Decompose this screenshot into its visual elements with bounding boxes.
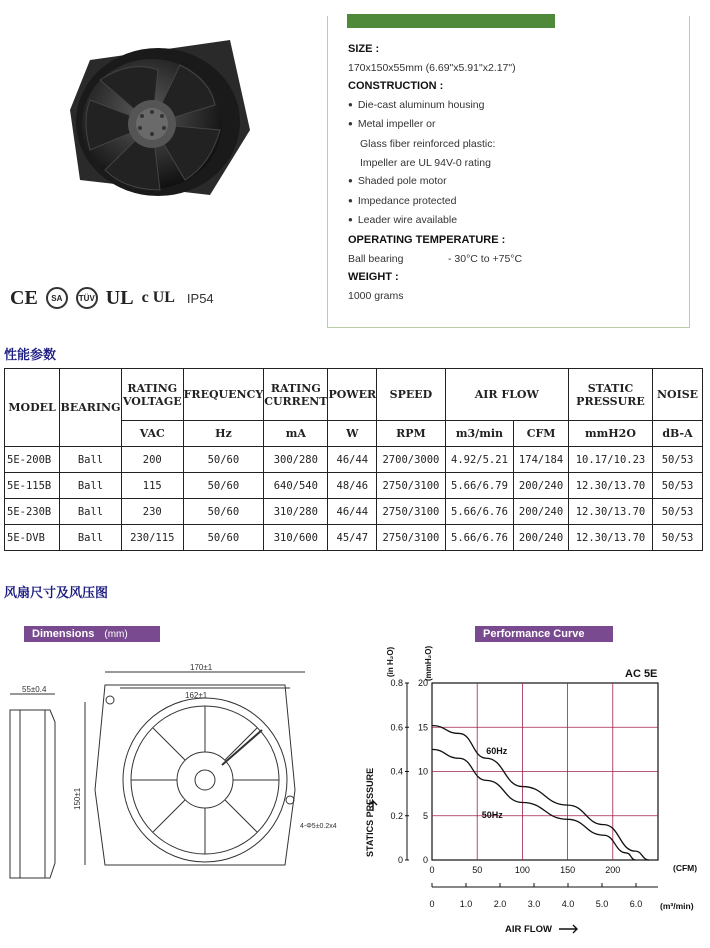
table-cell: 50/53: [653, 447, 703, 473]
unit-cell: mA: [264, 421, 328, 447]
th-power: POWER: [328, 369, 377, 421]
unit-cell: CFM: [514, 421, 569, 447]
dim-170: 170±1: [190, 663, 213, 672]
y-axis-title: STATICS PRESSURE: [365, 767, 375, 857]
unit-cell: Hz: [183, 421, 264, 447]
table-cell: 200/240: [514, 499, 569, 525]
th-text: RATING: [270, 381, 321, 395]
table-cell: 200/240: [514, 525, 569, 551]
x-tick-m3: 5.0: [595, 899, 609, 909]
x-tick-m3: 4.0: [561, 899, 575, 909]
curve-50hz: [432, 749, 635, 860]
y-tick-in: 0.4: [390, 766, 403, 777]
construction-item: Glass fiber reinforced plastic:: [360, 137, 496, 150]
table-cell: 48/46: [328, 473, 377, 499]
table-cell: 46/44: [328, 447, 377, 473]
th-speed: SPEED: [377, 369, 446, 421]
y-tick-mm: 0: [422, 855, 428, 865]
th-text: PRESSURE: [576, 394, 645, 408]
unit-cell: dB-A: [653, 421, 703, 447]
x-unit-m3: (m³/min): [660, 901, 694, 911]
x-tick-m3: 6.0: [629, 899, 643, 909]
temperature-range: - 30°C to +75°C: [448, 252, 523, 265]
table-cell: Ball: [60, 447, 122, 473]
table-cell: 50/60: [183, 473, 264, 499]
table-cell: 12.30/13.70: [568, 499, 652, 525]
dimensions-title-box: [24, 626, 160, 642]
y-tick-mm: 15: [417, 722, 428, 733]
construction-item: ● Shaded pole motor: [348, 172, 678, 192]
weight-label: WEIGHT :: [348, 271, 399, 284]
dim-162: 162±1: [185, 691, 208, 700]
th-text: CURRENT: [264, 394, 328, 408]
table-cell: 310/600: [264, 525, 328, 551]
chart-grid: [432, 683, 658, 860]
x-axis-title: AIR FLOW: [505, 924, 552, 935]
curves: [432, 725, 649, 860]
th-frequency: FREQUENCY: [183, 369, 264, 421]
table-cell: 5E-200B: [5, 447, 60, 473]
x-tick-m3: 3.0: [527, 899, 541, 909]
table-cell: 5E-DVB: [5, 525, 60, 551]
temperature-label: OPERATING TEMPERATURE :: [348, 233, 506, 246]
construction-label: CONSTRUCTION :: [348, 80, 444, 93]
temperature-bearing: Ball bearing: [348, 252, 404, 265]
table-cell: 50/53: [653, 499, 703, 525]
ce-mark: CE: [10, 286, 38, 309]
y-tick-in: 0.6: [390, 722, 403, 733]
csa-mark: SA: [46, 287, 68, 309]
table-cell: 45/47: [328, 525, 377, 551]
y-tick-in: 0: [397, 855, 403, 865]
table-cell: 2750/3100: [377, 499, 446, 525]
table-cell: Ball: [60, 473, 122, 499]
x-axis-arrow: [559, 925, 577, 933]
table-row: [5, 525, 703, 551]
table-cell: 174/184: [514, 447, 569, 473]
y-unit-mm: (mmH₂O): [424, 645, 433, 681]
params-table: [4, 368, 703, 551]
construction-item: ● Metal impeller or: [348, 115, 678, 135]
table-cell: 200/240: [514, 473, 569, 499]
table-cell: Ball: [60, 499, 122, 525]
spec-header-bar: [347, 14, 555, 28]
x-axis-labels: [429, 865, 658, 933]
table-cell: 200: [121, 447, 183, 473]
fan-photo: [60, 20, 260, 210]
performance-title: Performance Curve: [483, 628, 585, 640]
table-cell: 2700/3000: [377, 447, 446, 473]
dim-hole: 4-Φ5±0.2x4: [300, 823, 337, 830]
table-cell: 50/60: [183, 447, 264, 473]
unit-cell: RPM: [377, 421, 446, 447]
table-cell: 12.30/13.70: [568, 473, 652, 499]
y-tick-mm: 10: [417, 766, 428, 777]
th-text: VOLTAGE: [122, 394, 182, 408]
x-tick-cfm: 100: [514, 865, 530, 875]
table-cell: 115: [121, 473, 183, 499]
params-heading: 性能参数: [4, 348, 57, 363]
drawing-heading: 风扇尺寸及风压图: [4, 586, 109, 601]
unit-cell: VAC: [121, 421, 183, 447]
table-cell: 230: [121, 499, 183, 525]
th-rating-current: [264, 369, 328, 421]
x-tick-cfm: 0: [429, 865, 435, 875]
table-cell: 4.92/5.21: [445, 447, 514, 473]
dim-55: 55±0.4: [22, 685, 47, 694]
th-airflow: AIR FLOW: [445, 369, 568, 421]
table-cell: 5E-230B: [5, 499, 60, 525]
table-cell: 10.17/10.23: [568, 447, 652, 473]
y-axis-labels: [369, 678, 428, 865]
x-tick-cfm: 200: [605, 865, 621, 875]
table-row: [5, 499, 703, 525]
table-cell: 2750/3100: [377, 473, 446, 499]
table-cell: 2750/3100: [377, 525, 446, 551]
curve-60hz-label: 60Hz: [486, 746, 508, 757]
curve-50hz-label: 50Hz: [481, 809, 503, 820]
table-cell: 230/115: [121, 525, 183, 551]
th-static-pressure: [568, 369, 652, 421]
th-text: RATING: [127, 381, 178, 395]
x-unit-cfm: (CFM): [673, 863, 698, 873]
y-tick-mm: 20: [417, 678, 428, 688]
ul-mark: UL: [105, 286, 134, 309]
x-tick-cfm: 50: [472, 865, 483, 875]
curve-60hz: [432, 725, 649, 860]
ip-rating: IP54: [186, 290, 214, 306]
table-cell: 50/53: [653, 473, 703, 499]
table-cell: 5.66/6.76: [445, 525, 514, 551]
unit-cell: m3/min: [445, 421, 514, 447]
tuv-mark: TÜV: [76, 287, 98, 309]
table-cell: 5.66/6.76: [445, 499, 514, 525]
construction-item: ● Impedance protected: [348, 192, 678, 212]
x-tick-m3: 2.0: [493, 899, 507, 909]
construction-item: ● Die-cast aluminum housing: [348, 96, 678, 116]
y-tick-mm: 5: [422, 810, 428, 821]
th-model: MODEL: [5, 369, 60, 447]
size-label: SIZE :: [348, 43, 380, 55]
table-cell: 46/44: [328, 499, 377, 525]
chart-model: AC 5E: [625, 668, 658, 680]
weight-value: 1000 grams: [348, 289, 404, 302]
x-tick-m3: 0: [429, 899, 435, 909]
th-text: STATIC: [587, 381, 634, 395]
certification-logos: [10, 284, 290, 312]
dimensions-title: Dimensions: [32, 628, 95, 640]
table-cell: 12.30/13.70: [568, 525, 652, 551]
performance-chart: [355, 625, 710, 945]
table-cell: 300/280: [264, 447, 328, 473]
table-cell: 50/60: [183, 499, 264, 525]
table-row: [5, 447, 703, 473]
table-cell: 640/540: [264, 473, 328, 499]
table-cell: 50/53: [653, 525, 703, 551]
table-cell: 310/280: [264, 499, 328, 525]
table-cell: Ball: [60, 525, 122, 551]
spec-list: [348, 40, 678, 305]
table-row: [5, 473, 703, 499]
table-cell: 5E-115B: [5, 473, 60, 499]
temperature-row: [348, 250, 678, 269]
th-noise: NOISE: [653, 369, 703, 421]
construction-item: ● Leader wire available: [348, 211, 678, 231]
unit-cell: mmH2O: [568, 421, 652, 447]
table-cell: 50/60: [183, 525, 264, 551]
y-unit-in: (in H₂O): [386, 646, 395, 677]
th-rating-voltage: [121, 369, 183, 421]
th-bearing: BEARING: [60, 369, 122, 447]
x-tick-m3: 1.0: [459, 899, 473, 909]
table-cell: 5.66/6.79: [445, 473, 514, 499]
construction-item: Impeller are UL 94V-0 rating: [360, 156, 491, 169]
y-tick-in: 0.8: [390, 678, 403, 688]
cul-mark: c UL: [141, 289, 175, 306]
dim-150: 150±1: [73, 787, 82, 810]
unit-cell: W: [328, 421, 377, 447]
dimensions-unit: (mm): [104, 628, 128, 640]
x-tick-cfm: 150: [560, 865, 576, 875]
size-value: 170x150x55mm (6.69"x5.91"x2.17"): [348, 61, 516, 74]
y-tick-in: 0.2: [390, 810, 403, 821]
dimension-drawing: [0, 650, 350, 890]
